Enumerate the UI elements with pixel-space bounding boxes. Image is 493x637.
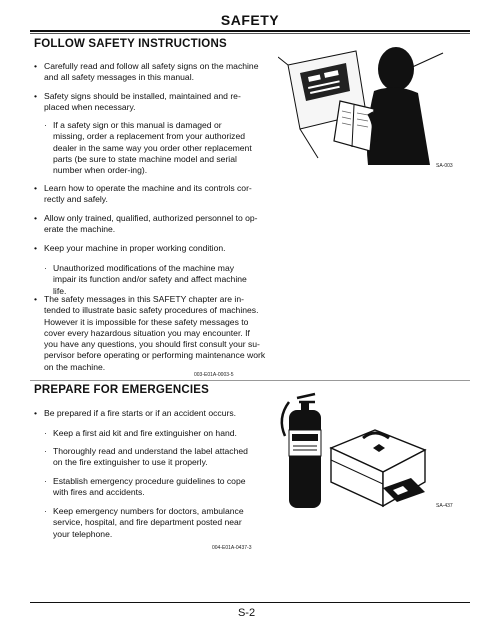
sub-bullet-marker: · xyxy=(44,476,47,486)
sub-list-item xyxy=(44,428,254,439)
footer-rule xyxy=(30,602,470,603)
sub-bullet-text: Keep emergency numbers for doctors, ambulance service, hospital, and fire department posted near your telephone. xyxy=(53,506,244,539)
list-item xyxy=(34,408,264,419)
reference-code: 003-E01A-0003-5 xyxy=(194,372,234,378)
sub-bullet-text: Keep a first aid kit and fire extinguisher on hand. xyxy=(53,428,237,438)
header-rule xyxy=(30,30,470,32)
page-title: SAFETY xyxy=(220,12,280,28)
sub-bullet-text: Thoroughly read and understand the label attached on the fire extinguisher to use it properly. xyxy=(53,446,248,468)
sub-bullet-marker: · xyxy=(44,120,47,130)
list-item xyxy=(34,243,264,254)
sub-bullet-text: If a safety sign or this manual is damaged or missing, order a replacement from your authorized dealer in the same way you order other replacement parts (be sure to state machine model and serial number when order-ing). xyxy=(53,120,252,176)
bullet-marker: • xyxy=(34,61,38,71)
figure-code: SA-003 xyxy=(436,163,453,169)
sub-bullet-marker: · xyxy=(44,506,47,516)
bullet-marker: • xyxy=(34,408,38,418)
section-title-prepare-emergencies: PREPARE FOR EMERGENCIES xyxy=(34,384,209,396)
sub-bullet-text: Unauthorized modifications of the machine may impair its function and/or safety and affect machine life. xyxy=(53,263,247,296)
sub-list-item xyxy=(44,506,254,540)
list-item xyxy=(34,91,264,114)
bullet-marker: • xyxy=(34,213,38,223)
bullet-text: Be prepared if a fire starts or if an accident occurs. xyxy=(44,408,237,418)
bullet-text: The safety messages in this SAFETY chapter are in-tended to illustrate basic safety procedures of machines. However it is impossible for these safety messages to cover every hazardous situation you may encounter. If you have any questions, you should first consult your su-pervisor before operating or performing maintenance work on the machine. xyxy=(44,294,266,372)
sub-list-item xyxy=(44,120,254,176)
list-item xyxy=(34,183,264,206)
figure-code: SA-437 xyxy=(436,503,453,509)
bullet-marker: • xyxy=(34,91,38,101)
sub-bullet-marker: · xyxy=(44,446,47,456)
sub-bullet-marker: · xyxy=(44,263,47,273)
list-item xyxy=(34,294,266,373)
header-rule-thin xyxy=(30,33,470,34)
section-divider xyxy=(30,380,470,381)
list-item xyxy=(34,61,264,84)
bullet-text: Allow only trained, qualified, authorized personnel to op-erate the machine. xyxy=(44,213,258,235)
bullet-text: Carefully read and follow all safety signs on the machine and all safety messages in this manual. xyxy=(44,61,259,83)
sub-list-item xyxy=(44,446,254,469)
page-number: S-2 xyxy=(237,607,256,619)
sub-list-item xyxy=(44,476,254,499)
sub-bullet-marker: · xyxy=(44,428,47,438)
fire-extinguisher-first-aid-illustration xyxy=(275,392,435,512)
sub-bullet-text: Establish emergency procedure guidelines to cope with fires and accidents. xyxy=(53,476,246,498)
reference-code: 004-E01A-0437-3 xyxy=(212,545,252,551)
bullet-text: Keep your machine in proper working condition. xyxy=(44,243,226,253)
bullet-marker: • xyxy=(34,294,38,304)
bullet-marker: • xyxy=(34,183,38,193)
bullet-text: Learn how to operate the machine and its controls cor-rectly and safely. xyxy=(44,183,252,205)
reading-manual-illustration xyxy=(278,43,453,168)
bullet-marker: • xyxy=(34,243,38,253)
section-title-follow-safety: FOLLOW SAFETY INSTRUCTIONS xyxy=(34,38,227,50)
sub-list-item xyxy=(44,263,254,297)
list-item xyxy=(34,213,264,236)
bullet-text: Safety signs should be installed, maintained and re-placed when necessary. xyxy=(44,91,241,113)
